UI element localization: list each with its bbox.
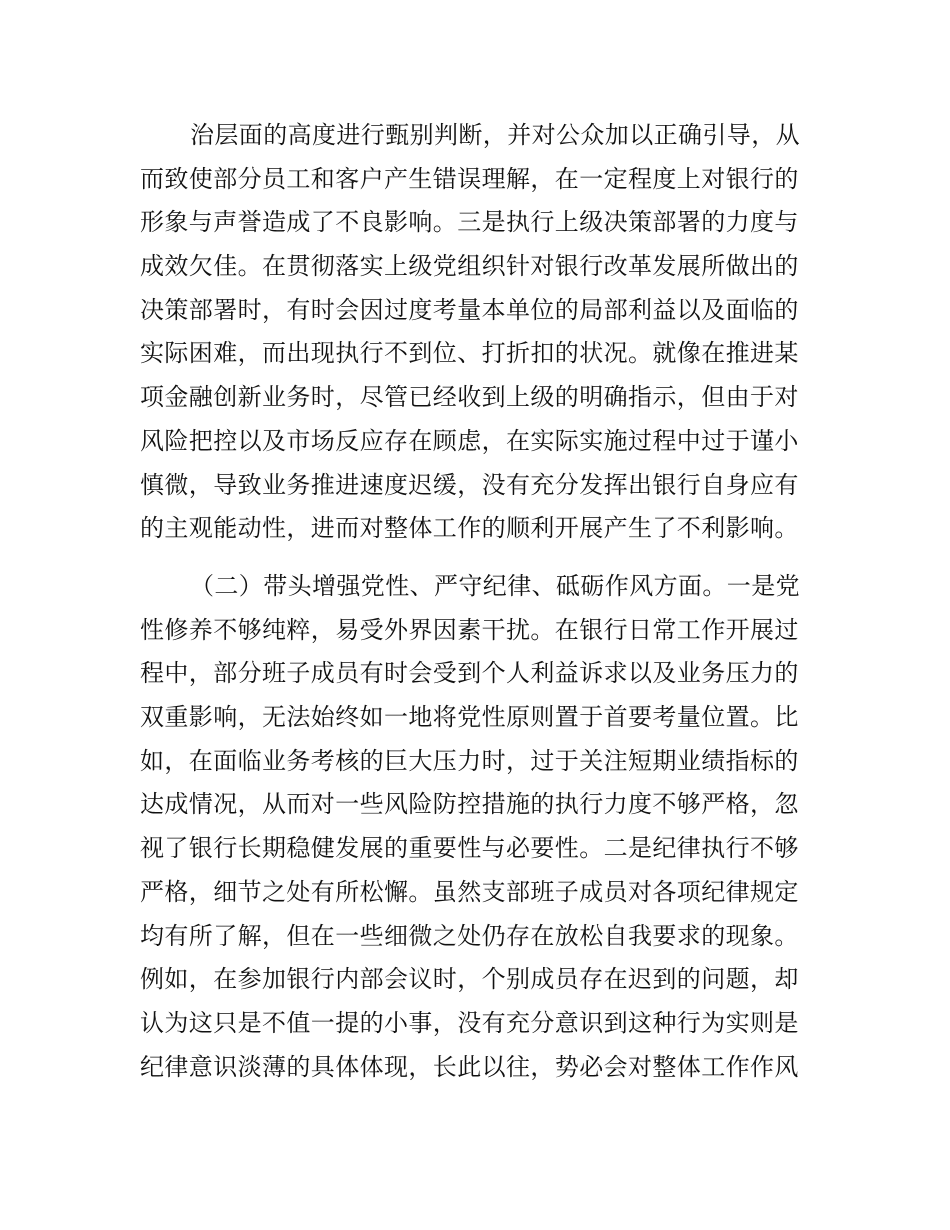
paragraph-line: 慎微，导致业务推进速度迟缓，没有充分发挥出银行自身应有 xyxy=(140,470,799,499)
paragraph-line: （二）带头增强党性、严守纪律、砥砺作风方面。一是党 xyxy=(190,572,800,600)
paragraph-line: 成效欠佳。在贯彻落实上级党组织针对银行改革发展所做出的 xyxy=(140,252,799,281)
paragraph-line: 风险把控以及市场反应存在顾虑，在实际实施过程中过于谨小 xyxy=(140,426,799,455)
paragraph-line: 认为这只是不值一提的小事，没有充分意识到这种行为实则是 xyxy=(140,1008,799,1037)
paragraph-line: 程中，部分班子成员有时会受到个人利益诉求以及业务压力的 xyxy=(140,659,799,688)
paragraph-line: 性修养不够纯粹，易受外界因素干扰。在银行日常工作开展过 xyxy=(140,615,799,644)
paragraph-line: 决策部署时，有时会因过度考量本单位的局部利益以及面临的 xyxy=(140,295,799,324)
paragraph-section-two xyxy=(140,565,812,1089)
paragraph-line: 视了银行长期稳健发展的重要性与必要性。二是纪律执行不够 xyxy=(140,834,799,863)
paragraph-continued xyxy=(140,114,812,551)
paragraph-line: 而致使部分员工和客户产生错误理解，在一定程度上对银行的 xyxy=(140,164,799,193)
paragraph-line: 形象与声誉造成了不良影响。三是执行上级决策部署的力度与 xyxy=(140,208,799,237)
paragraph-line: 治层面的高度进行甄别判断，并对公众加以正确引导，从 xyxy=(190,121,800,149)
paragraph-line: 达成情况，从而对一些风险防控措施的执行力度不够严格，忽 xyxy=(140,790,799,819)
paragraph-line: 严格，细节之处有所松懈。虽然支部班子成员对各项纪律规定 xyxy=(140,877,799,906)
paragraph-line: 项金融创新业务时，尽管已经收到上级的明确指示，但由于对 xyxy=(140,383,799,412)
paragraph-line: 实际困难，而出现执行不到位、打折扣的状况。就像在推进某 xyxy=(140,339,799,368)
paragraph-line: 例如，在参加银行内部会议时，个别成员存在迟到的问题，却 xyxy=(140,965,799,994)
paragraph-line: 纪律意识淡薄的具体体现，长此以往，势必会对整体工作作风 xyxy=(140,1052,799,1081)
paragraph-line: 如，在面临业务考核的巨大压力时，过于关注短期业绩指标的 xyxy=(140,746,799,775)
paragraph-line: 均有所了解，但在一些细微之处仍存在放松自我要求的现象。 xyxy=(140,921,799,950)
paragraph-line: 双重影响，无法始终如一地将党性原则置于首要考量位置。比 xyxy=(140,703,799,732)
paragraph-line: 的主观能动性，进而对整体工作的顺利开展产生了不利影响。 xyxy=(140,514,799,543)
